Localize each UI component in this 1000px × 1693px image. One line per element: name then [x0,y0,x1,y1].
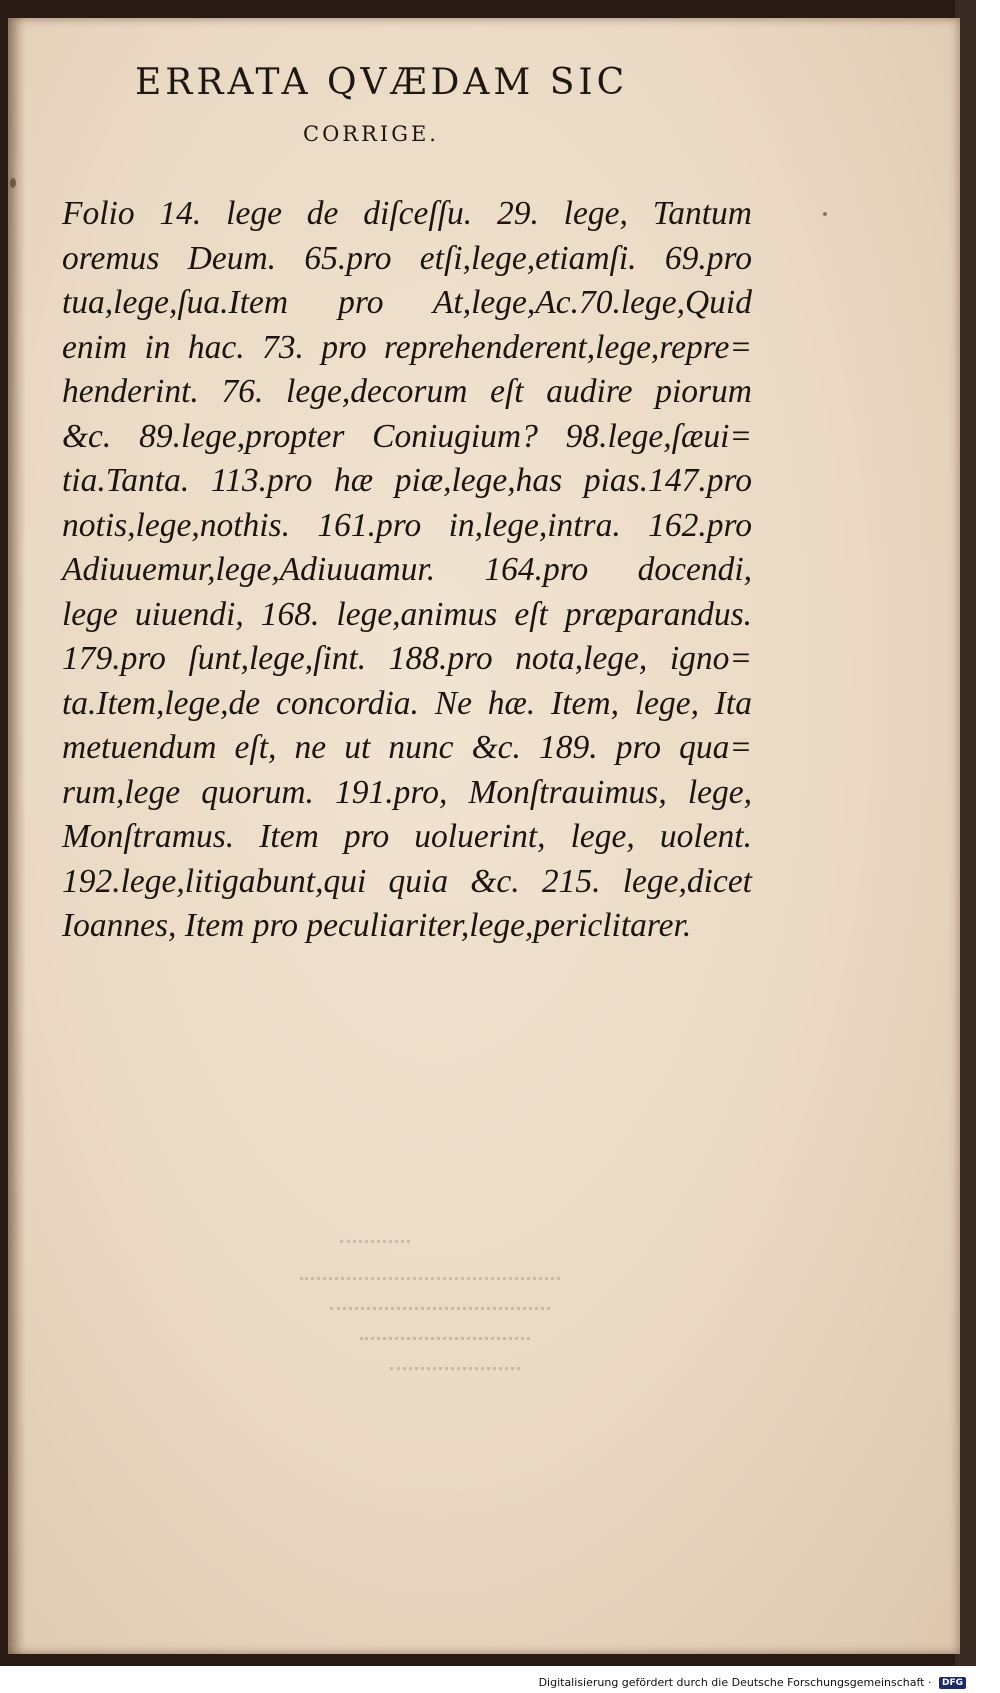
credit-text: Digitalisierung gefördert durch die Deutsche Forschungsgemeinschaft · [538,1676,932,1689]
page-gutter-shadow [8,18,26,1654]
page-subheading: CORRIGE. [303,122,439,146]
text-line: oremus Deum. 65.pro etſi,lege,etiamſi. 69.pro [62,239,752,277]
stamp-mark [330,1307,550,1310]
faded-library-stamp [300,1235,580,1385]
text-line: tua,lege,ſua.Item pro At,lege,Ac.70.lege,Quid [62,284,752,321]
text-line: ta.Item,lege,de concordia. Ne hæ. Item, lege, Ita [62,684,752,722]
text-line: Adiuuemur,lege,Adiuuamur. 164.pro docendi, [62,551,752,588]
dfg-logo-icon: DFG [939,1677,966,1689]
page-heading: ERRATA QVÆDAM SIC [135,62,629,103]
text-line: metuendum eſt, ne ut nunc &c. 189. pro qua= [62,729,752,766]
text-line: henderint. 76. lege,decorum eſt audire piorum [62,373,752,410]
text-line: Folio 14. lege de diſceſſu. 29. lege, Tantum [62,195,752,232]
stamp-mark [390,1367,520,1370]
errata-text-block [62,192,752,949]
text-line: &c. 89.lege,propter Coniugium? 98.lege,ſæui= [62,417,752,455]
stamp-mark [340,1240,410,1243]
ink-spot [10,178,16,188]
text-line: rum,lege quorum. 191.pro, Monſtrauimus, lege, [62,773,752,811]
text-line: Ioannes, Item pro peculiariter,lege,periclitarer. [62,907,692,944]
text-line: 179.pro ſunt,lege,ſint. 188.pro nota,lege, igno= [62,640,752,677]
digitization-credit [539,1676,966,1689]
text-line: lege uiuendi, 168. lege,animus eſt præparandus. [62,595,752,633]
text-line: notis,lege,nothis. 161.pro in,lege,intra. 162.pro [62,506,752,544]
stamp-mark [360,1337,530,1340]
text-line: Monſtramus. Item pro uoluerint, lege, uolent. [62,818,752,855]
stamp-mark [300,1277,560,1280]
text-line: 192.lege,litigabunt,qui quia &c. 215. lege,dicet [62,862,752,900]
text-line: enim in hac. 73. pro reprehenderent,lege,repre= [62,328,752,366]
text-line: tia.Tanta. 113.pro hæ piæ,lege,has pias.147.pro [62,462,752,499]
ink-spot [823,212,827,216]
